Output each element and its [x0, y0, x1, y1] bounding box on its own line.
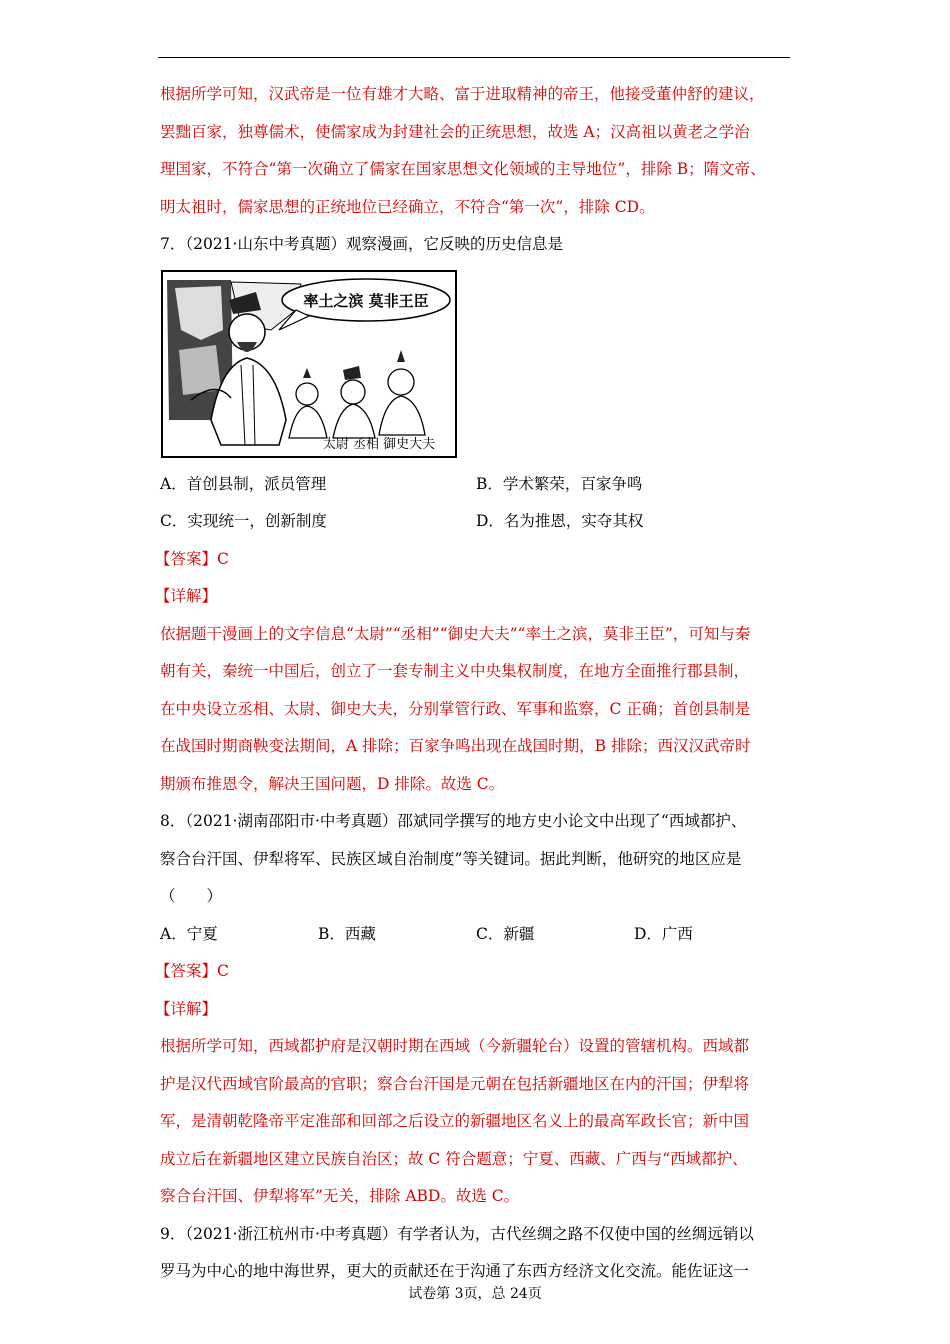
question-7-options-row-2: [160, 503, 792, 541]
header-rule: [158, 57, 790, 58]
question-7-stem: 7．（2021·山东中考真题）观察漫画，它反映的历史信息是: [160, 235, 563, 253]
option-a[interactable]: A．首创县制，派员管理: [160, 474, 327, 493]
explanation-q7: 依据题干漫画上的文字信息“太尉”“丞相”“御史大夫”“率土之滨，莫非王臣”，可知与秦 朝有关，秦统一中国后，创立了一套专制主义中央集权制度，在地方全面推行郡县制， 在中央设立丞相、太尉、御史大夫，分别掌管行政、军事和监察，C 正确；首创县制是 在战国时期商鞅变法期间，A 排除；百家争鸣出现在战国时期，B 排除；西汉汉武帝时 期颁布推恩令，解决王国问题，D 排除。故选 C。: [160, 624, 751, 793]
option-c[interactable]: C．新疆: [476, 924, 535, 943]
option-a[interactable]: A．宁夏: [160, 924, 218, 943]
explanation-q8: 根据所学可知，西域都护府是汉朝时期在西域（今新疆轮台）设置的管辖机构。西域都 护是汉代西域官阶最高的官职；察合台汗国是元朝在包括新疆地区在内的汗国；伊犁将 军，是清朝乾隆帝平定准部和回部之后设立的新疆地区名义上的最高军政长官；新中国 成立后在新疆地区建立民族自治区；故 C 符合题意；宁夏、西藏、广西与“西域都护、 察合台汗国、伊犁将军”无关，排除 ABD。故选 C。: [160, 1037, 750, 1205]
detail-label: 【详解】: [155, 999, 218, 1018]
question-7-options-row-1: [160, 466, 792, 504]
cartoon-image: [161, 270, 457, 458]
question-8-options: [160, 916, 792, 954]
option-b[interactable]: B．学术繁荣，百家争鸣: [476, 474, 643, 493]
option-c[interactable]: C．实现统一，创新制度: [160, 512, 327, 530]
page-content: [155, 76, 792, 1291]
option-b[interactable]: B．西藏: [318, 924, 376, 943]
cartoon-caption: 太尉 丞相 御史大夫: [322, 436, 436, 452]
detail-label: 【详解】: [155, 587, 218, 605]
page-footer: 试卷第 3页，总 24页: [408, 1286, 542, 1302]
option-d[interactable]: D．广西: [634, 924, 693, 943]
cartoon-speech: 率土之滨 莫非王臣: [303, 291, 429, 310]
option-d[interactable]: D．名为推恩，实夺其权: [476, 512, 644, 530]
explanation-q6: 根据所学可知，汉武帝是一位有雄才大略、富于进取精神的帝王，他接受董仲舒的建议， 罢黜百家，独尊儒术，使儒家成为封建社会的正统思想，故选 A；汉高祖以黄老之学治 理国家，不符合“第一次确立了儒家在国家思想文化领域的主导地位”，排除 B；隋文帝、 明太祖时，儒家思想的正统地位已经确立，不符合“第一次”，排除 CD。: [160, 85, 766, 216]
question-9-stem: 9．（2021·浙江杭州市·中考真题）有学者认为，古代丝绸之路不仅使中国的丝绸远销以 罗马为中心的地中海世界，更大的贡献还在于沟通了东西方经济文化交流。能佐证这一: [160, 1224, 754, 1280]
question-8-stem: 8．（2021·湖南邵阳市·中考真题）邵斌同学撰写的地方史小论文中出现了“西域都护、 察合台汗国、伊犁将军、民族区域自治制度”等关键词。据此判断，他研究的地区应是 （ ）: [160, 812, 747, 905]
answer-label: 【答案】C: [155, 549, 229, 568]
answer-label: 【答案】C: [155, 962, 229, 980]
